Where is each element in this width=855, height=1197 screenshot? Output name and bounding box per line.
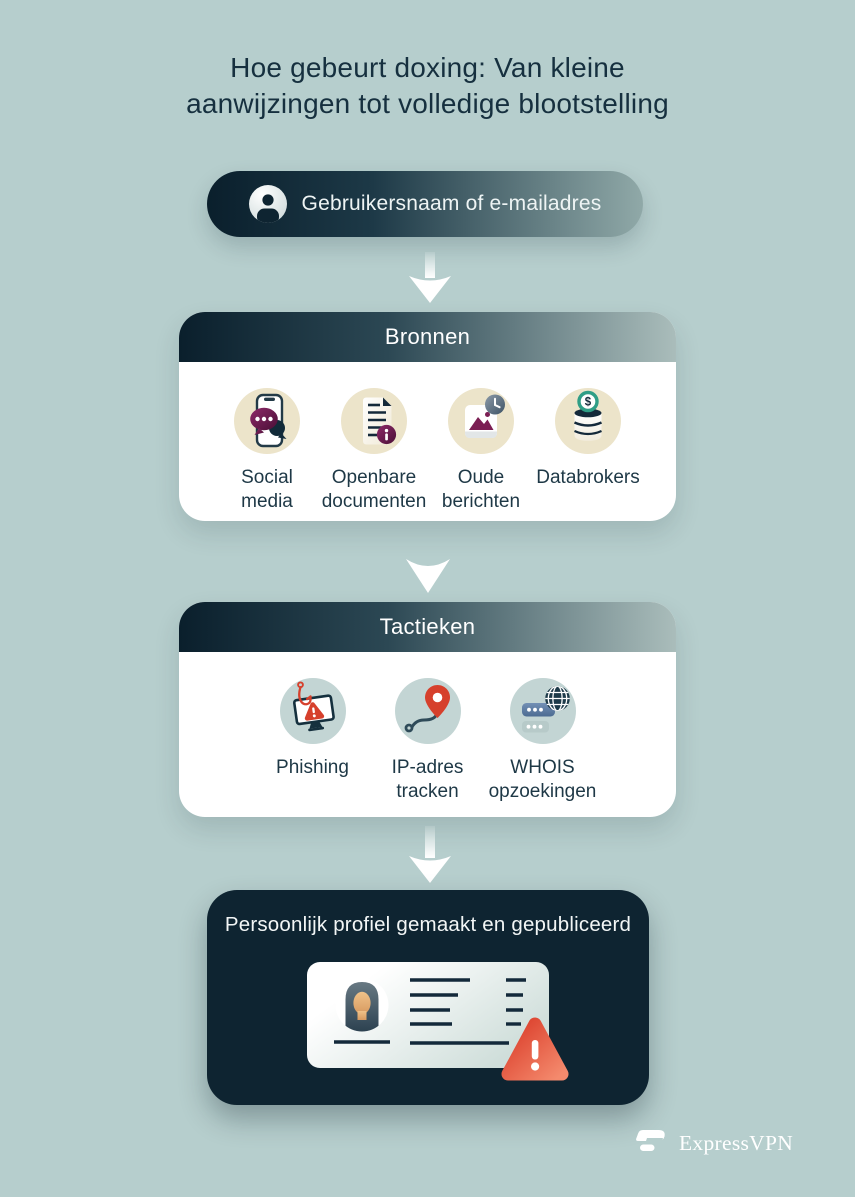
result-card [207, 890, 649, 1105]
social-media-icon [234, 388, 300, 454]
item-label: Phishing [276, 757, 349, 778]
databrokers-icon [555, 388, 621, 454]
brand-logo [633, 1126, 793, 1160]
user-icon [249, 185, 287, 223]
tactic-item-ip-tracking [370, 678, 485, 804]
old-posts-icon [448, 388, 514, 454]
ip-pin-icon [395, 678, 461, 744]
page-title-line-2: aanwijzingen tot volledige blootstelling [186, 88, 669, 119]
sources-card [179, 312, 676, 521]
flow-arrow-down-2 [404, 558, 452, 594]
source-item-old-posts [428, 388, 535, 514]
whois-globe-icon [510, 678, 576, 744]
source-item-databrokers [535, 388, 642, 514]
tactics-card-header [179, 602, 676, 652]
pill-label: Gebruikersnaam of e-mailadres [301, 192, 602, 215]
sources-card-title: Bronnen [384, 324, 471, 349]
item-label: Social media [241, 467, 293, 512]
flow-arrow-down-1 [408, 252, 452, 304]
tactics-card [179, 602, 676, 817]
username-email-pill [207, 171, 643, 237]
item-label: Databrokers [536, 467, 640, 488]
tactic-item-phishing [255, 678, 370, 804]
tactics-card-body [179, 652, 676, 804]
page-title [0, 50, 855, 122]
tactic-item-whois [485, 678, 600, 804]
sources-card-header [179, 312, 676, 362]
expressvpn-logo-icon [633, 1126, 669, 1160]
tactics-card-title: Tactieken [379, 614, 476, 639]
brand-name: ExpressVPN [679, 1130, 794, 1155]
flow-arrow-down-3 [408, 826, 452, 884]
item-label: WHOIS opzoekingen [488, 757, 597, 802]
page-title-line-1: Hoe gebeurt doxing: Van kleine [230, 52, 625, 83]
id-card-with-warning-illustration [278, 958, 578, 1088]
public-documents-icon [341, 388, 407, 454]
source-item-public-documents [321, 388, 428, 514]
source-item-social-media [214, 388, 321, 514]
sources-card-body [179, 362, 676, 514]
dollar-symbol: $ [584, 396, 592, 409]
item-label: Oude berichten [441, 467, 521, 512]
result-card-title: Persoonlijk profiel gemaakt en gepubliceerd [224, 913, 632, 936]
item-label: Openbare documenten [321, 467, 427, 512]
item-label: IP-adres tracken [391, 757, 464, 802]
phishing-icon [280, 678, 346, 744]
